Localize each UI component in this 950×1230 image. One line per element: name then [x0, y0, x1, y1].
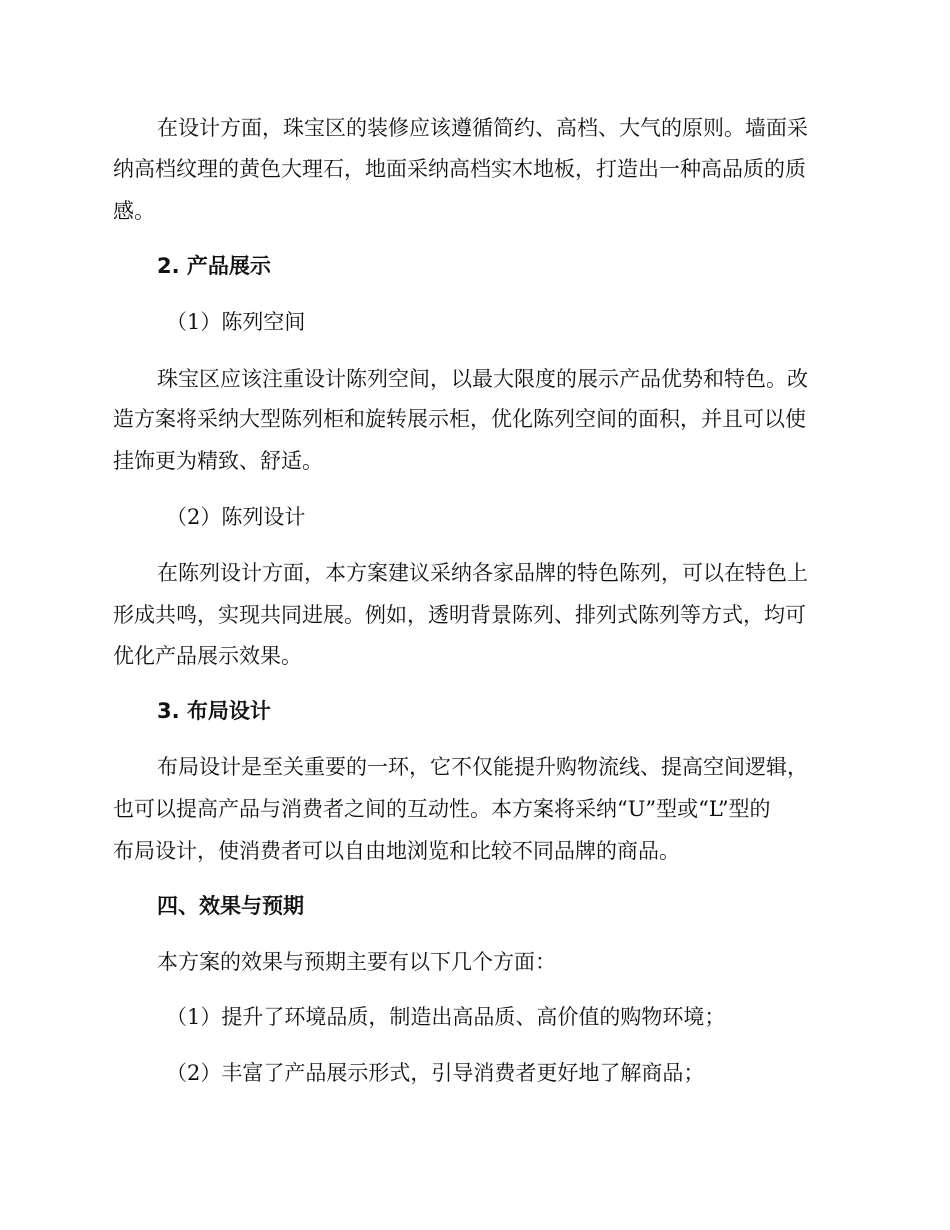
- paragraph-display-design-line-3: 优化产品展示效果。: [113, 644, 302, 668]
- paragraph-design-line-3: 感。: [113, 199, 155, 223]
- subheading-display-design: （2）陈列设计: [166, 505, 306, 529]
- paragraph-display-space-line-2: 造方案将采纳大型陈列柜和旋转展示柜，优化陈列空间的面积，并且可以使: [113, 407, 806, 431]
- section-heading-effects-expectations: 四、效果与预期: [157, 894, 304, 918]
- paragraph-layout-line-2: 也可以提高产品与消费者之间的互动性。本方案将采纳“U”型或“L”型的: [113, 797, 771, 821]
- paragraph-display-design-line-1: 在陈列设计方面，本方案建议采纳各家品牌的特色陈列，可以在特色上: [157, 561, 808, 585]
- paragraph-layout-line-1: 布局设计是至关重要的一环，它不仅能提升购物流线、提高空间逻辑，: [157, 755, 808, 779]
- section-heading-product-display: 2. 产品展示: [157, 254, 271, 278]
- list-item: （2）丰富了产品展示形式，引导消费者更好地了解商品；: [166, 1061, 705, 1085]
- list-item: （1）提升了环境品质，制造出高品质、高价值的购物环境；: [166, 1005, 726, 1029]
- paragraph-design-line-2: 纳高档纹理的黄色大理石，地面采纳高档实木地板，打造出一种高品质的质: [113, 157, 806, 181]
- paragraph-design-line-1: 在设计方面，珠宝区的装修应该遵循简约、高档、大气的原则。墙面采: [157, 116, 808, 140]
- paragraph-layout-line-3: 布局设计，使消费者可以自由地浏览和比较不同品牌的商品。: [113, 839, 680, 863]
- paragraph-effects-intro: 本方案的效果与预期主要有以下几个方面：: [157, 950, 556, 974]
- section-heading-layout-design: 3. 布局设计: [157, 699, 271, 723]
- paragraph-display-space-line-1: 珠宝区应该注重设计陈列空间，以最大限度的展示产品优势和特色。改: [157, 367, 808, 391]
- subheading-display-space: （1）陈列空间: [166, 310, 306, 334]
- paragraph-display-space-line-3: 挂饰更为精致、舒适。: [113, 449, 323, 473]
- paragraph-display-design-line-2: 形成共鸣，实现共同进展。例如，透明背景陈列、排列式陈列等方式，均可: [113, 603, 806, 627]
